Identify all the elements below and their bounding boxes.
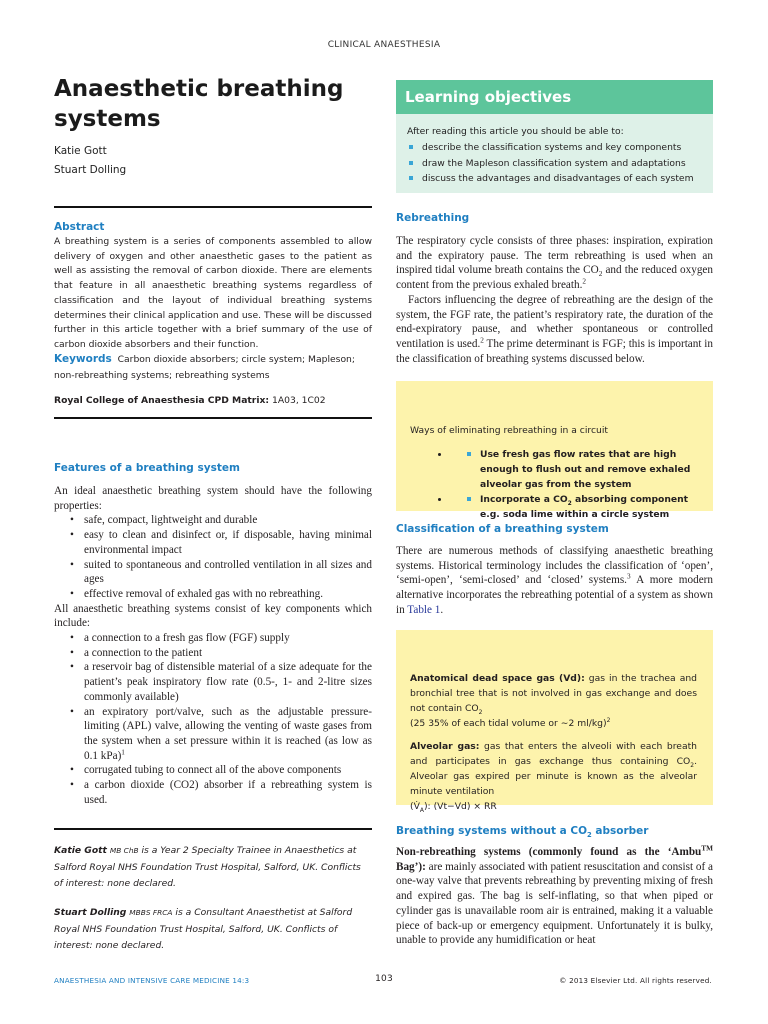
alveolar-formula: $(V̇_A)$: (Vt−Vd) × RR xyxy=(410,801,497,814)
component-item: • a connection to a fresh gas flow (FGF) supply xyxy=(84,631,372,646)
deadspace-definition: Anatomical dead space gas (Vd): gas in the trachea and bronchial tree that is not involved in gas exchange and does not contain $CO_2$ (25 35% of each tidal volume or ∼2 ml/kg)$^2$ xyxy=(410,673,697,729)
divider-middle xyxy=(54,417,372,419)
rebreathing-box-title: Ways of eliminating rebreathing in a circuit xyxy=(410,425,609,436)
deadspace-box-content xyxy=(410,671,697,814)
features-intro: An ideal anaesthetic breathing system should have the following properties: xyxy=(54,485,372,512)
property-item: • effective removal of exhaled gas with no rebreathing. xyxy=(84,587,372,602)
features-heading: Features of a breathing system xyxy=(54,462,240,474)
classification-heading: Classification of a breathing system xyxy=(396,523,609,535)
bio-1 xyxy=(54,843,372,893)
component-item: • corrugated tubing to connect all of the above components xyxy=(84,763,372,778)
bio-2 xyxy=(54,905,372,955)
article-title xyxy=(54,74,354,134)
without-absorber-body xyxy=(396,845,713,948)
footer-journal: ANAESTHESIA AND INTENSIVE CARE MEDICINE 14:3 xyxy=(54,976,250,985)
cpd-label: Royal College of Anaesthesia CPD Matrix: xyxy=(54,395,270,406)
reference-marker: 3 xyxy=(626,572,631,581)
component-text: an expiratory port/valve, such as the adjustable pressure-limiting (APL) valve, allowing the venting of waste gases from the system when a set pressure within it is reached (as low as 0.1 kPa) xyxy=(84,705,372,762)
bio-text: is a Consultant Anaesthetist at Salford Royal NHS Foundation Trust Hospital, Salford, UK. Conflicts of interest: none declared. xyxy=(54,907,353,952)
objective-item: describe the classification systems and key components xyxy=(407,140,707,156)
components-intro: All anaesthetic breathing systems consist of key components which include: xyxy=(54,602,372,630)
rebreathing-heading: Rebreathing xyxy=(396,212,470,224)
learning-objectives-list xyxy=(407,140,707,187)
rebreathing-box-content xyxy=(410,423,700,531)
component-item: • a connection to the patient xyxy=(84,646,372,661)
rebreathing-box-list xyxy=(410,447,700,522)
classification-paragraph: There are numerous methods of classifying anaesthetic breathing systems. Historical terminology includes the classification of ‘open’, ‘semi-open’, ‘semi-closed’ and ‘closed’ systems.$^3$ A more modern alternative incorporates the rebreathing potential of a system as shown in Table 1. xyxy=(396,545,713,616)
reference-marker: 2 xyxy=(480,336,484,345)
components-list xyxy=(54,631,372,807)
reference-marker: 1 xyxy=(121,747,125,756)
cpd-value: 1A03, 1C02 xyxy=(272,395,326,406)
keywords-label: Keywords xyxy=(54,353,112,365)
title-line-2: systems xyxy=(54,106,161,132)
divider-bios xyxy=(54,828,372,830)
alveolar-term: Alveolar gas: xyxy=(410,741,480,752)
bio-text: is a Year 2 Specialty Trainee in Anaesthetics at Salford Royal NHS Foundation Trust Hospital, Salford, UK. Conflicts of interest: none declared. xyxy=(54,845,361,890)
alveolar-definition: Alveolar gas: gas that enters the alveoli with each breath and participates in gas exchange thus containing $CO_2$. Alveolar gas expired per minute is known as the alveolar minute ventilation $(V̇_A)$: (Vt−Vd) × RR xyxy=(410,741,697,814)
divider-top xyxy=(54,206,372,208)
reference-marker: 2 xyxy=(606,716,611,724)
rebreathing-body xyxy=(396,234,713,366)
learning-objectives-title: Learning objectives xyxy=(405,88,572,106)
property-item: • suited to spontaneous and controlled ventilation in all sizes and ages xyxy=(84,558,372,587)
component-item xyxy=(84,705,372,764)
keywords xyxy=(54,352,372,383)
keywords-text: Carbon dioxide absorbers; circle system; Mapleson; non-rebreathing systems; rebreathing systems xyxy=(54,354,355,381)
abstract-heading: Abstract xyxy=(54,221,105,233)
property-item: • easy to clean and disinfect or, if disposable, having minimal environmental impact xyxy=(84,528,372,557)
without-absorber-heading: Breathing systems without a $CO_2$ absorber xyxy=(396,825,649,840)
learning-objectives-intro: After reading this article you should be able to: xyxy=(407,126,624,137)
running-head: CLINICAL ANAESTHESIA xyxy=(327,40,441,50)
bio-quals: MBBS FRCA xyxy=(129,908,173,917)
author-1: Katie Gott xyxy=(54,145,107,157)
rebreathing-paragraph-1: The respiratory cycle consists of three phases: inspiration, expiration and the expiratory pause. The term rebreathing is used when an inspired tidal volume breath contains the $CO_2$ and the reduced oxygen content from the previous exhaled breath.$^2$ xyxy=(396,235,713,292)
reference-marker: 2 xyxy=(582,277,587,286)
classification-body xyxy=(396,544,713,618)
footer-copyright: © 2013 Elsevier Ltd. All rights reserved. xyxy=(559,976,712,985)
property-item: • safe, compact, lightweight and durable xyxy=(84,513,372,528)
bio-name: Katie Gott xyxy=(54,845,107,856)
abstract-text: A breathing system is a series of components assembled to allow delivery of oxygen and other anaesthetic gases to the patient as well as assisting the removal of carbon dioxide. There are elements that feature in all anaesthetic breathing systems regardless of classification and the layout of individual breathing systems determines their clinical application and use. These will be discussed further in this article together with a brief summary of the use of carbon dioxide absorbers and their function. xyxy=(54,236,373,350)
bio-name: Stuart Dolling xyxy=(54,907,127,918)
objective-item: draw the Mapleson classification system and adaptations xyxy=(407,156,707,172)
cpd-matrix xyxy=(54,395,372,406)
features-body xyxy=(54,484,372,807)
without-absorber-paragraph: Non-rebreathing systems (commonly found as the ‘Ambu™ Bag’): are mainly associated with patient resuscitation and consist of a one-way valve that prevents rebreathing by preventing mixing of fresh and expired gas. The bag is self-inflating, so that when piped or cylinder gas is unavailable room air is entrained, making it a valuable piece of back-up or emergency equipment. Unfortunately it is bulky, unable to provide any humidification or heat xyxy=(396,844,713,947)
deadspace-term: Anatomical dead space gas (Vd): xyxy=(410,673,585,684)
component-item: • a reservoir bag of distensible material of a size adequate for the patient’s peak inspiratory flow rate (0.5-, 1- and 2-litre sizes commonly available) xyxy=(84,660,372,704)
objective-item: discuss the advantages and disadvantages of each system xyxy=(407,171,707,187)
rebreathing-paragraph-2: Factors influencing the degree of rebreathing are the design of the system, the FGF rate, the patient’s respiratory rate, the duration of the end-expiratory pause, and whether spontaneous or controlled ventilation is used.$^2$ The prime determinant is FGF; this is important in the classification of breathing systems discussed below. xyxy=(396,293,713,365)
properties-list xyxy=(54,513,372,601)
box-item: • Incorporate a $CO_2$ absorbing component e.g. soda lime within a circle system xyxy=(450,492,700,522)
author-2: Stuart Dolling xyxy=(54,164,127,176)
table-1-link[interactable]: Table 1 xyxy=(407,603,441,616)
box-item: • Use fresh gas flow rates that are high enough to flush out and remove exhaled alveolar gas from the system xyxy=(450,447,700,492)
title-line-1: Anaesthetic breathing xyxy=(54,76,344,102)
page-number: 103 xyxy=(375,974,393,984)
component-item: • a carbon dioxide (CO2) absorber if a rebreathing system is used. xyxy=(84,778,372,807)
bio-quals: MB ChB xyxy=(109,846,139,855)
